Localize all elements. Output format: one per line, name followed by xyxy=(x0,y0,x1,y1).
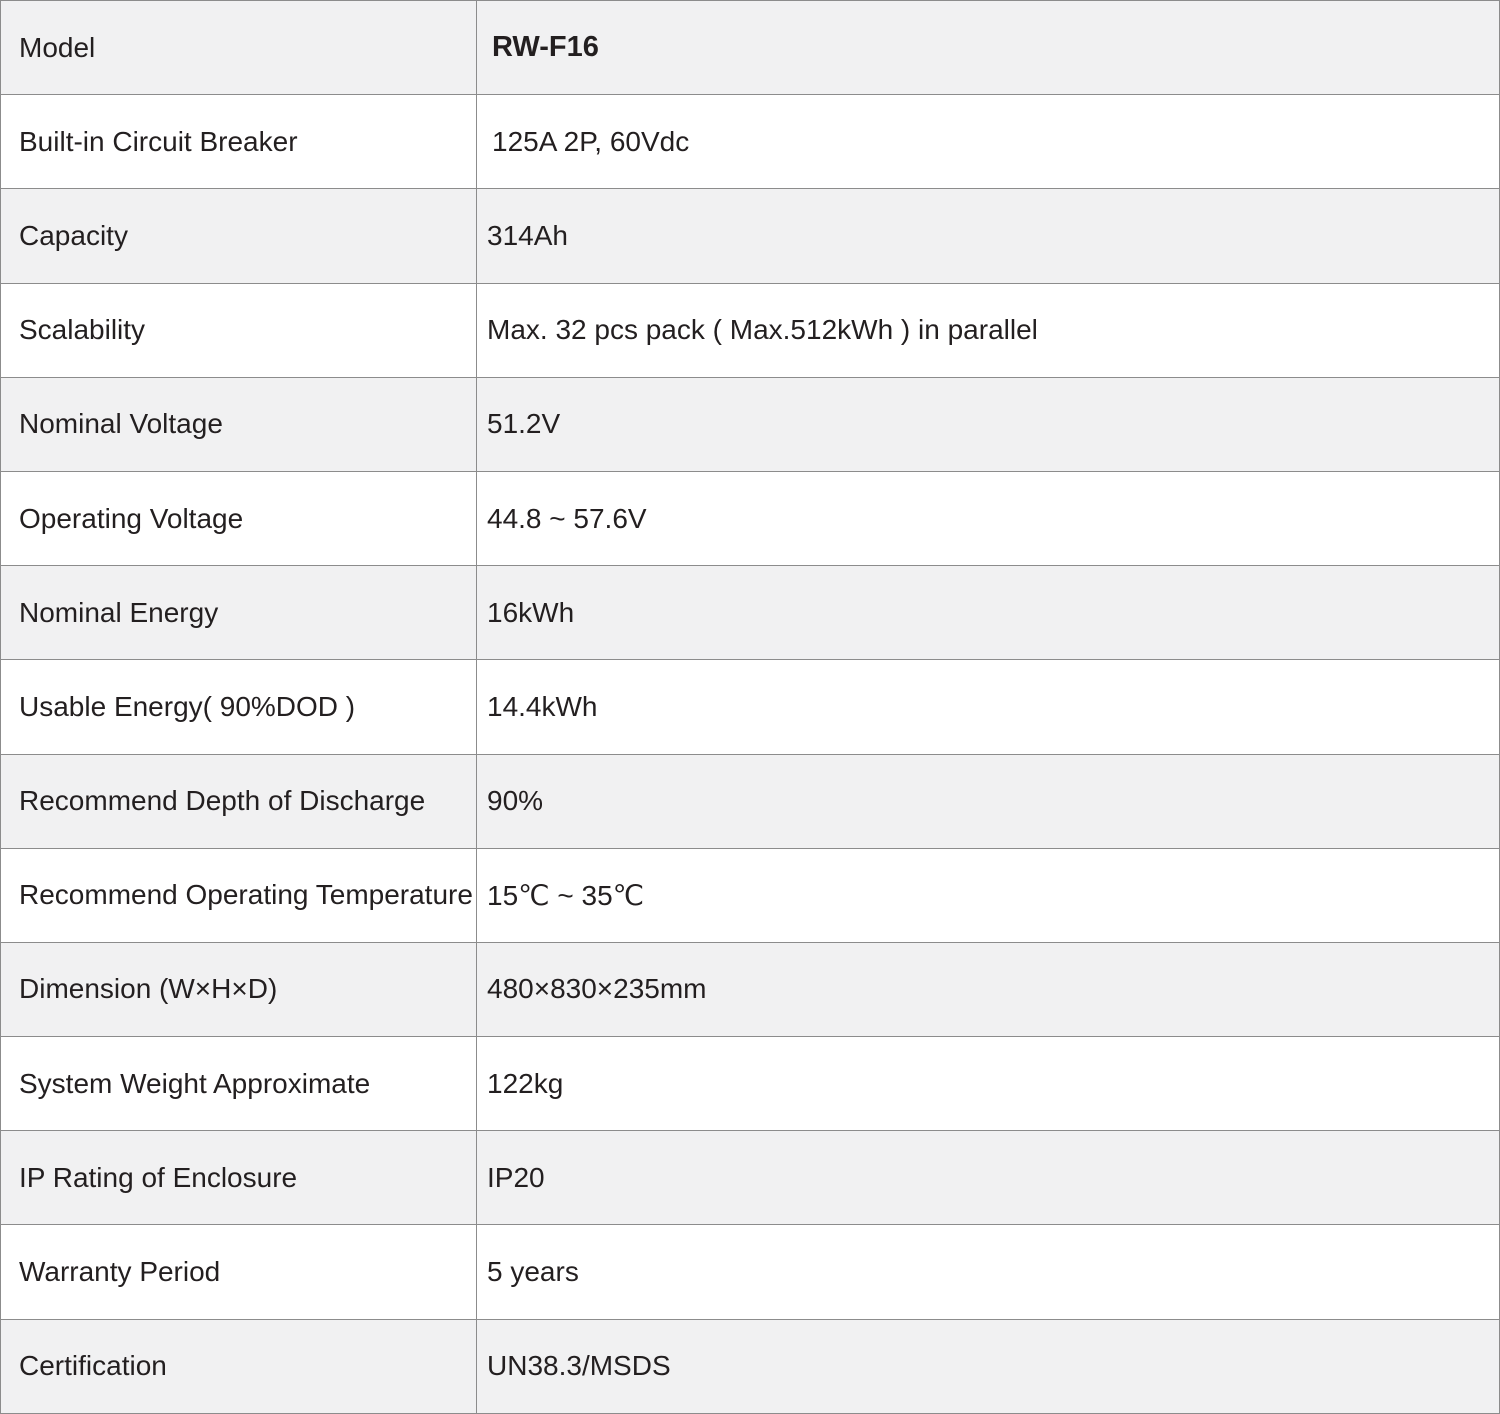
row-label: System Weight Approximate xyxy=(1,1037,477,1131)
row-label: Scalability xyxy=(1,283,477,377)
table-row-circuit-breaker xyxy=(1,95,1500,189)
row-value: Max. 32 pcs pack ( Max.512kWh ) in parallel xyxy=(477,283,1500,377)
row-label: IP Rating of Enclosure xyxy=(1,1131,477,1225)
row-label: Recommend Operating Temperature xyxy=(1,848,477,942)
row-value: 16kWh xyxy=(477,566,1500,660)
table-row-certification xyxy=(1,1319,1500,1413)
table-row-scalability xyxy=(1,283,1500,377)
row-value: 122kg xyxy=(477,1037,1500,1131)
table-row-dimension xyxy=(1,942,1500,1036)
table-row-warranty xyxy=(1,1225,1500,1319)
row-value: 44.8 ~ 57.6V xyxy=(477,471,1500,565)
table-row-model xyxy=(1,1,1500,95)
table-row-ip-rating xyxy=(1,1131,1500,1225)
row-value: RW-F16 xyxy=(477,1,1500,95)
table-row-nominal-energy xyxy=(1,566,1500,660)
row-label: Model xyxy=(1,1,477,95)
row-label: Built-in Circuit Breaker xyxy=(1,95,477,189)
table-row-operating-temperature xyxy=(1,848,1500,942)
row-value: 14.4kWh xyxy=(477,660,1500,754)
table-row-usable-energy xyxy=(1,660,1500,754)
row-value: 51.2V xyxy=(477,377,1500,471)
table-row-capacity xyxy=(1,189,1500,283)
row-label: Recommend Depth of Discharge xyxy=(1,754,477,848)
table-row-system-weight xyxy=(1,1037,1500,1131)
table-row-depth-of-discharge xyxy=(1,754,1500,848)
row-label: Nominal Voltage xyxy=(1,377,477,471)
table-row-nominal-voltage xyxy=(1,377,1500,471)
row-value: 15℃ ~ 35℃ xyxy=(477,848,1500,942)
row-label: Nominal Energy xyxy=(1,566,477,660)
row-label: Usable Energy( 90%DOD ) xyxy=(1,660,477,754)
row-label: Capacity xyxy=(1,189,477,283)
row-label: Operating Voltage xyxy=(1,471,477,565)
row-value: 125A 2P, 60Vdc xyxy=(477,95,1500,189)
row-value: 314Ah xyxy=(477,189,1500,283)
row-value: 5 years xyxy=(477,1225,1500,1319)
row-label: Dimension (W×H×D) xyxy=(1,942,477,1036)
row-label: Certification xyxy=(1,1319,477,1413)
row-value: 480×830×235mm xyxy=(477,942,1500,1036)
row-label: Warranty Period xyxy=(1,1225,477,1319)
row-value: IP20 xyxy=(477,1131,1500,1225)
row-value: 90% xyxy=(477,754,1500,848)
table-row-operating-voltage xyxy=(1,471,1500,565)
row-value: UN38.3/MSDS xyxy=(477,1319,1500,1413)
